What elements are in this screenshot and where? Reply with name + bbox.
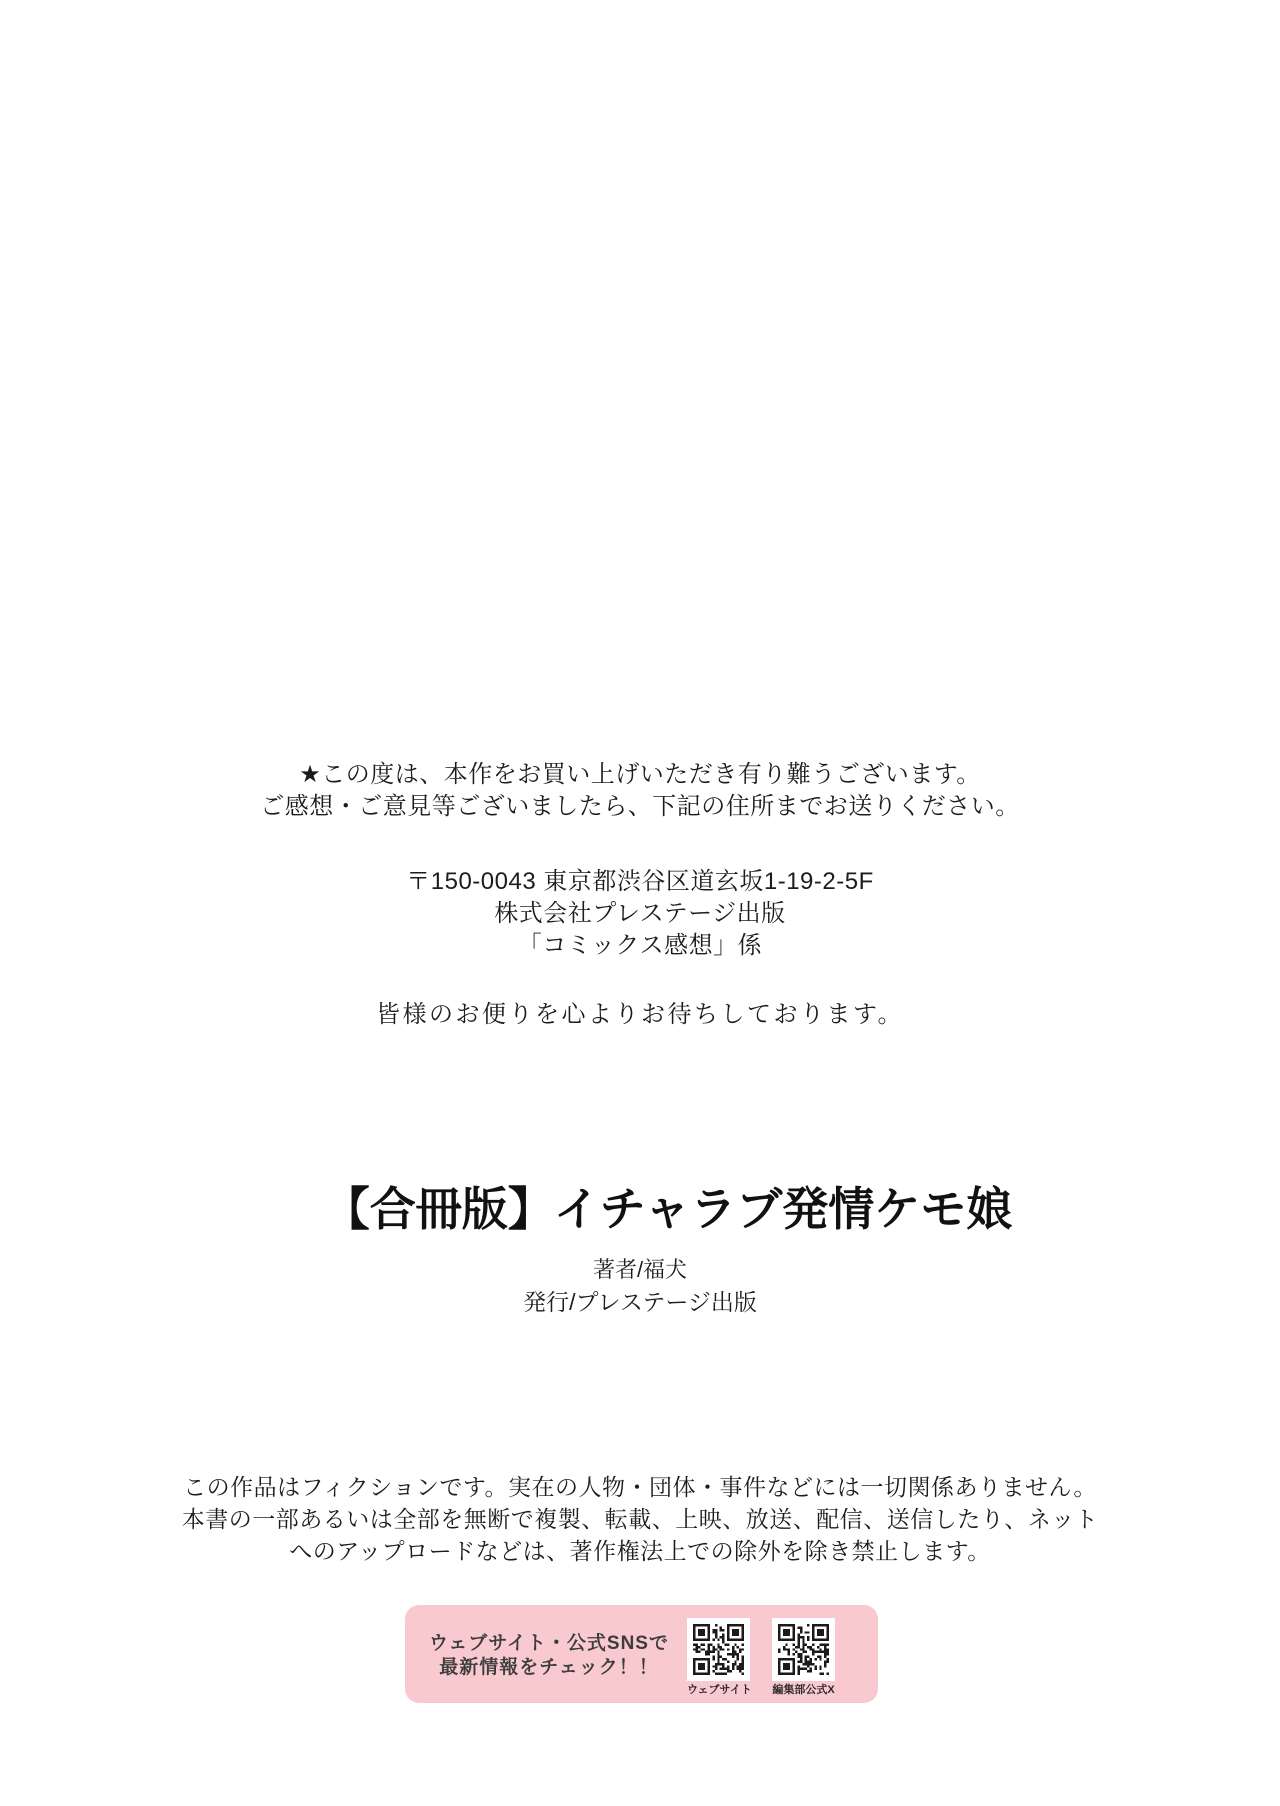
sns-info-banner	[405, 1605, 878, 1703]
thanks-line-2: ご感想・ご意見等ございましたら、下記の住所までお送りください。	[260, 793, 1020, 820]
sns-banner-line-1: ウェブサイト・公式SNSで	[429, 1633, 669, 1654]
qr-block-editorial-x	[772, 1618, 835, 1696]
disclaimer-line-2: 本書の一部あるいは全部を無断で複製、転載、上映、放送、配信、送信したり、ネット	[181, 1506, 1099, 1532]
author-credit: 著者/福犬	[592, 1257, 688, 1282]
qr-label-website: ウェブサイト	[687, 1684, 752, 1696]
address-line-postal: 〒150-0043 東京都渋谷区道玄坂1-19-2-5F	[406, 868, 874, 895]
thanks-line-1: ★この度は、本作をお買い上げいただき有り難うございます。	[299, 761, 981, 788]
address-line-section: 「コミックス感想」係	[517, 932, 763, 959]
editorial-x-qr-code-icon	[772, 1618, 835, 1681]
copyright-disclaimer	[0, 1471, 1280, 1567]
mail-waiting-note: 皆様のお便りを心よりお待ちしております。	[375, 1001, 905, 1028]
publisher-address	[0, 866, 1280, 962]
sns-banner-text	[421, 1632, 677, 1680]
disclaimer-line-3: へのアップロードなどは、著作権法上での除外を除き禁止します。	[289, 1538, 991, 1564]
sns-banner-line-2: 最新情報をチェック！！	[439, 1657, 659, 1678]
qr-block-website	[687, 1618, 750, 1696]
thanks-note	[0, 759, 1280, 823]
publisher-credit: 発行/プレステージ出版	[523, 1289, 757, 1315]
qr-label-editorial-x: 編集部公式X	[772, 1684, 835, 1696]
disclaimer-line-1: この作品はフィクションです。実在の人物・団体・事件などには一切関係ありません。	[183, 1474, 1097, 1500]
address-line-company: 株式会社プレステージ出版	[494, 900, 786, 927]
website-qr-code-icon	[687, 1618, 750, 1681]
book-title: 【合冊版】イチャラブ発情ケモ娘	[323, 1183, 1013, 1235]
